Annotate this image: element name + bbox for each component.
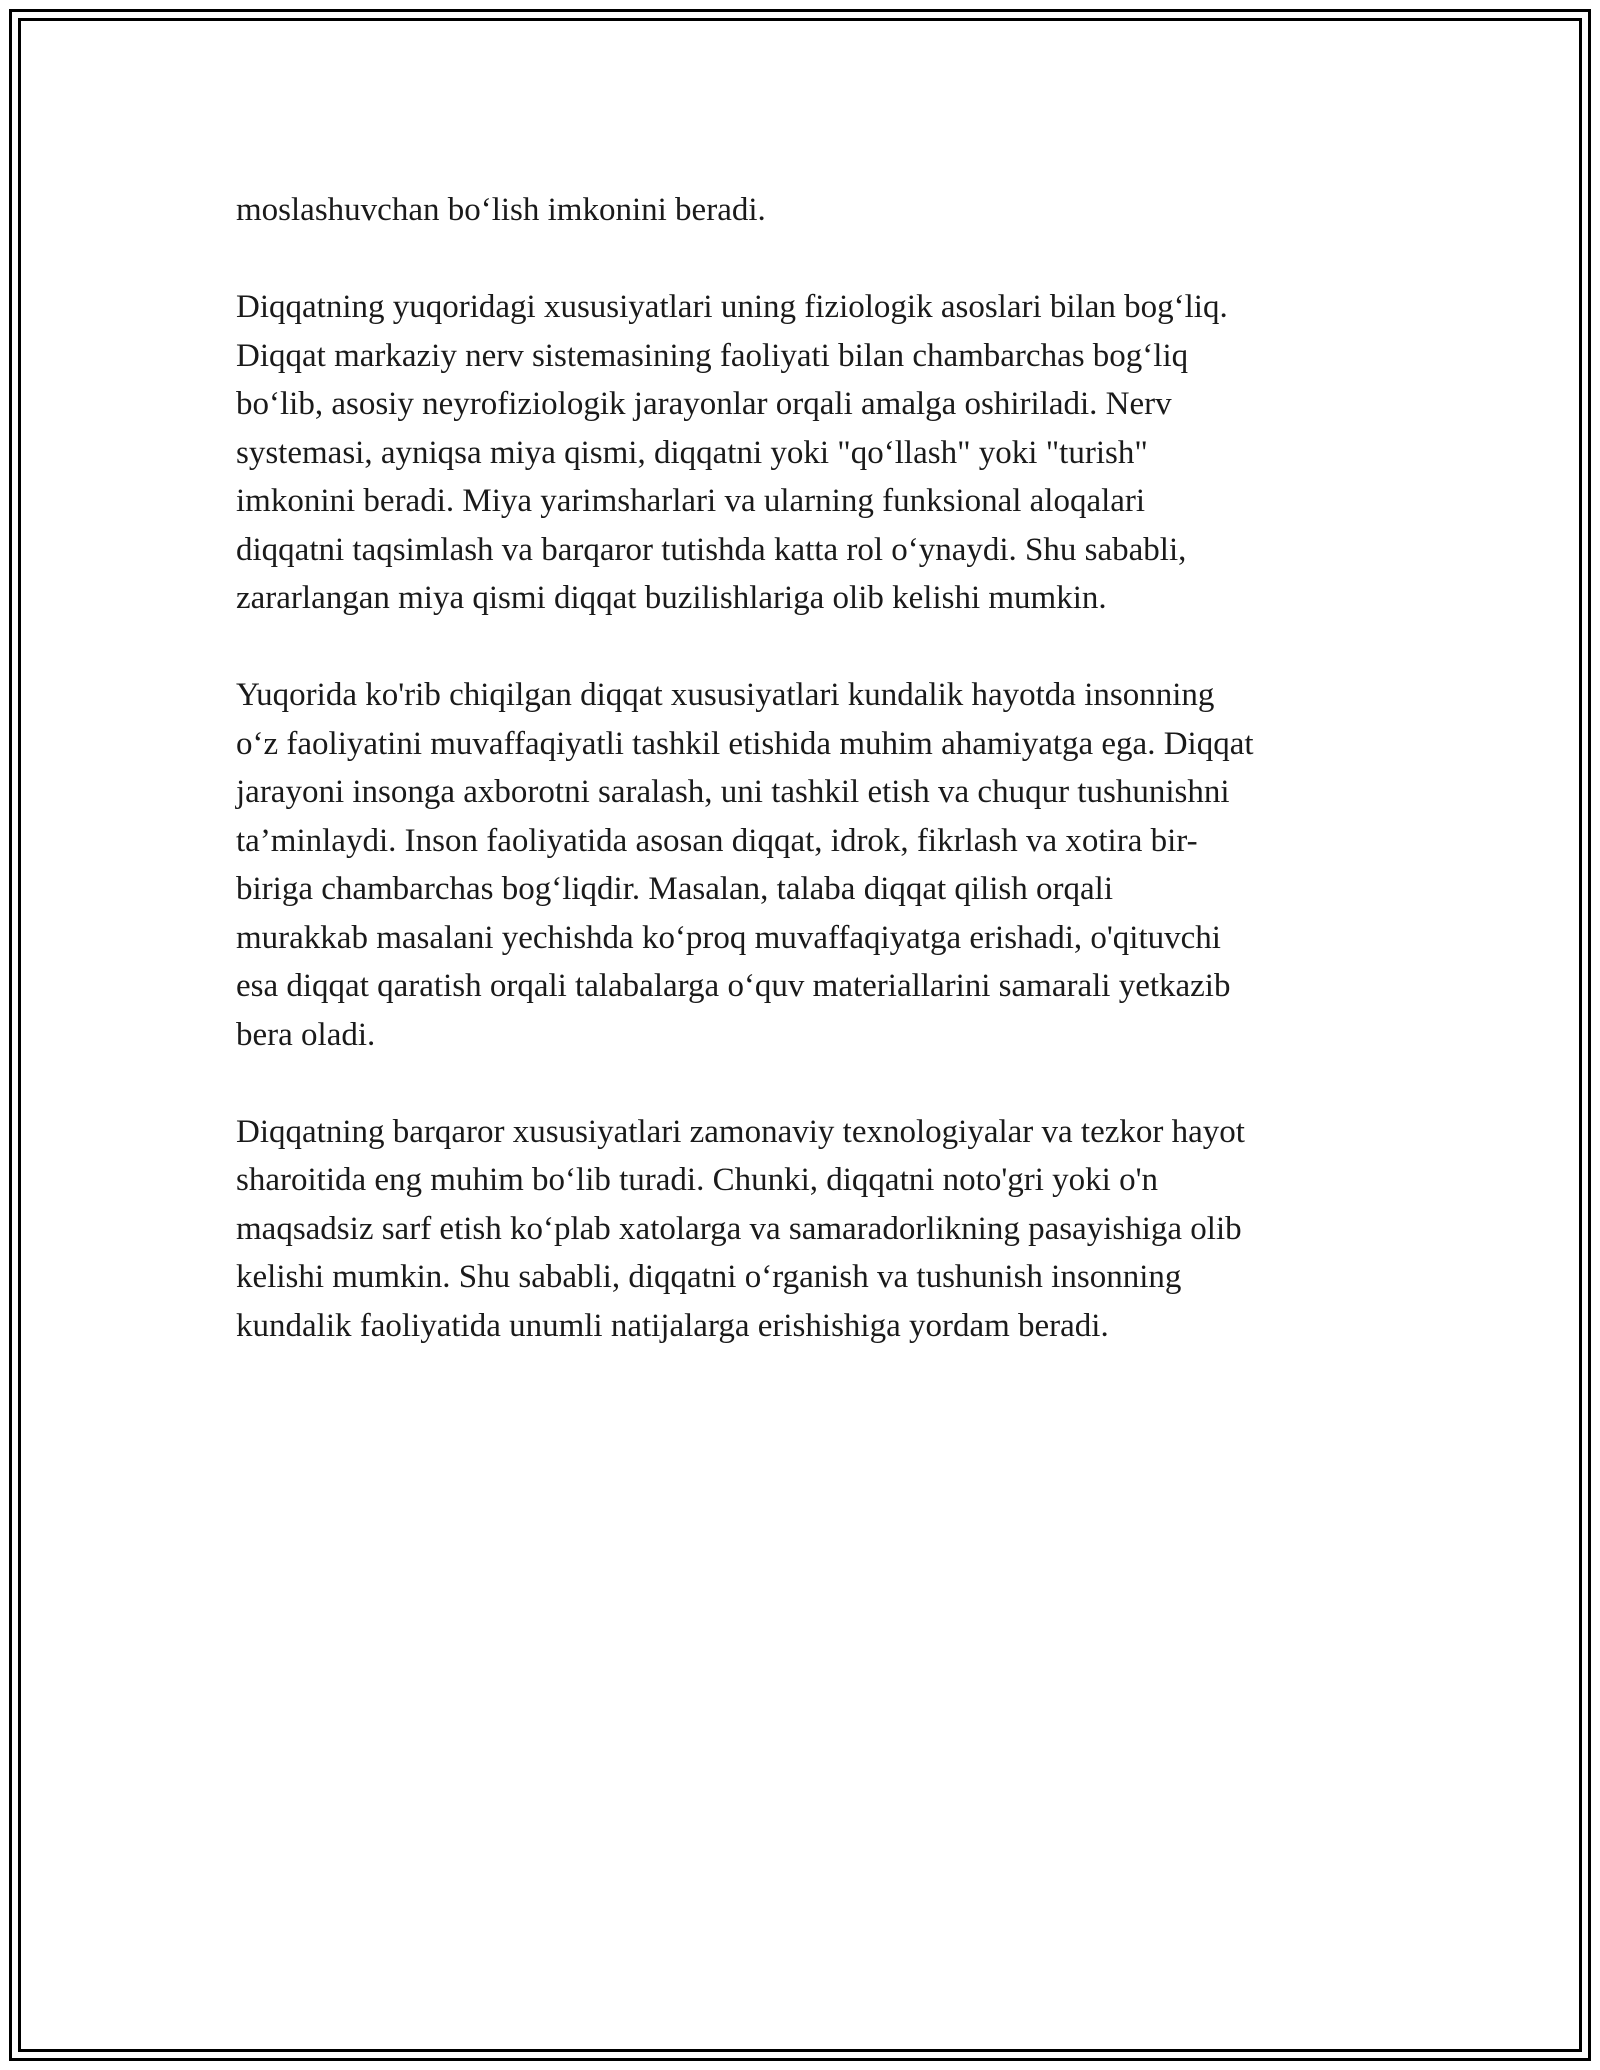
text-line: Diqqatning yuqoridagi xususiyatlari uning fiziologik asoslari bilan bog‘liq. <box>236 289 1228 325</box>
paragraph-4 <box>236 1108 1378 1351</box>
text-line: murakkab masalani yechishda ko‘proq muvaffaqiyatga erishadi, o'qituvchi <box>236 919 1221 956</box>
text-line: esa diqqat qaratish orqali talabalarga o‘quv materiallarini samarali yetkazib <box>236 968 1231 1004</box>
text-line: jarayoni insonga axborotni saralash, uni tashkil etish va chuqur tushunishni <box>236 774 1230 810</box>
text-line: bo‘lib, asosiy neyrofiziologik jarayonlar orqali amalga oshiriladi. Nerv <box>236 386 1172 422</box>
paragraph-3 <box>236 671 1378 1059</box>
text-line: systemasi, ayniqsa miya qismi, diqqatni yoki "qo‘llash" yoki "turish" <box>236 434 1148 471</box>
text-line: imkonini beradi. Miya yarimsharlari va ularning funksional aloqalari <box>236 483 1146 519</box>
paragraph-1 <box>236 186 1378 235</box>
text-line: biriga chambarchas bog‘liqdir. Masalan, talaba diqqat qilish orqali <box>236 871 1113 907</box>
text-line: diqqatni taqsimlash va barqaror tutishda katta rol o‘ynaydi. Shu sababli, <box>236 531 1187 568</box>
text-line: kelishi mumkin. Shu sababli, diqqatni o‘rganish va tushunish insonning <box>236 1259 1182 1295</box>
text-line: kundalik faoliyatida unumli natijalarga erishishiga yordam beradi. <box>236 1307 1109 1344</box>
document-body <box>236 186 1378 1399</box>
text-line: moslashuvchan bo‘lish imkonini beradi. <box>236 192 766 228</box>
text-line: zararlangan miya qismi diqqat buzilishlariga olib kelishi mumkin. <box>236 580 1107 616</box>
text-line: bera oladi. <box>236 1016 376 1053</box>
text-line: o‘z faoliyatini muvaffaqiyatli tashkil etishida muhim ahamiyatga ega. Diqqat <box>236 725 1254 762</box>
text-line: maqsadsiz sarf etish ko‘plab xatolarga va samaradorlikning pasayishiga olib <box>236 1210 1242 1247</box>
text-line: Diqqat markaziy nerv sistemasining faoliyati bilan chambarchas bog‘liq <box>236 337 1189 374</box>
text-line: ta’minlaydi. Inson faoliyatida asosan diqqat, idrok, fikrlash va xotira bir- <box>236 822 1198 859</box>
text-line: Diqqatning barqaror xususiyatlari zamonaviy texnologiyalar va tezkor hayot <box>236 1113 1245 1150</box>
text-line: sharoitida eng muhim bo‘lib turadi. Chunki, diqqatni noto'gri yoki o'n <box>236 1162 1159 1198</box>
text-line: Yuqorida ko'rib chiqilgan diqqat xususiyatlari kundalik hayotda insonning <box>236 677 1215 713</box>
paragraph-2 <box>236 283 1378 623</box>
